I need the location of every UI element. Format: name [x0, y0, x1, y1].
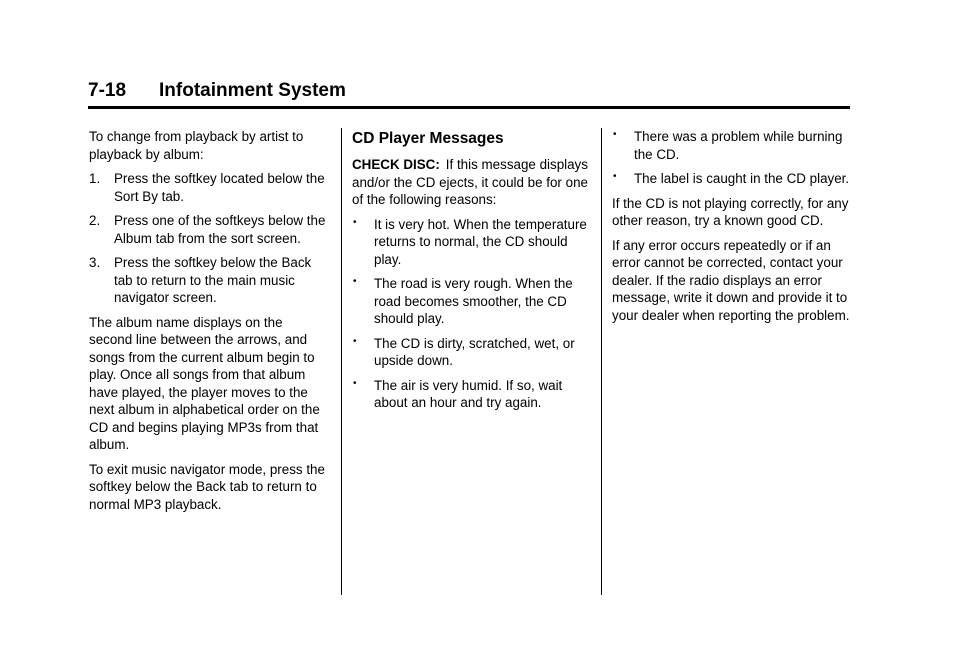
step-text: Press one of the softkeys below the Album tab from the sort screen. — [114, 213, 326, 246]
bullet-icon: • — [353, 216, 357, 228]
section-heading: CD Player Messages — [352, 130, 504, 147]
list-item — [352, 216, 592, 269]
step-item — [89, 212, 329, 247]
error-paragraph: If any error occurs repeatedly or if an error cannot be corrected, contact your dealer. If the radio displays an error message, write it down and provide it to your dealer when reporting the problem. — [612, 237, 850, 323]
column-left — [89, 128, 329, 520]
column-divider — [601, 128, 602, 595]
list-item-text: The air is very humid. If so, wait about an hour and try again. — [374, 377, 563, 410]
list-item — [352, 335, 592, 370]
bullet-icon: • — [613, 129, 617, 140]
check-disc-label: CHECK DISC: — [352, 157, 440, 172]
check-disc-text: If this message displays and/or the CD ejects, it could be for one of the following reasons: — [352, 157, 588, 207]
list-item-text: The road is very rough. When the road becomes smoother, the CD should play. — [374, 276, 573, 326]
bullet-icon: • — [353, 335, 357, 347]
exit-paragraph: To exit music navigator mode, press the softkey below the Back tab to return to normal MP3 playback. — [89, 461, 325, 512]
list-item-text: The label is caught in the CD player. — [634, 171, 850, 186]
step-text: Press the softkey located below the Sort By tab. — [114, 171, 325, 204]
bullet-icon: • — [613, 171, 617, 182]
album-paragraph: The album name displays on the second line between the arrows, and songs from the current album begin to play. Once all songs from that album have played, the player moves to the next album in alphabetical order on the CD and begins playing MP3s from that album. — [89, 314, 320, 452]
list-item-text: There was a problem while burning the CD. — [634, 129, 843, 162]
column-right — [612, 128, 852, 331]
step-item — [89, 254, 329, 307]
page-header — [88, 80, 850, 109]
column-divider — [341, 128, 342, 595]
page-number: 7-18 — [88, 80, 127, 101]
step-text: Press the softkey below the Back tab to return to the main music navigator screen. — [114, 255, 312, 305]
list-item — [352, 377, 592, 412]
bullet-icon: • — [353, 377, 357, 389]
list-item — [352, 275, 592, 328]
bullet-icon: • — [353, 276, 357, 287]
known-cd-paragraph: If the CD is not playing correctly, for any other reason, try a known good CD. — [612, 195, 849, 228]
step-number: 1. — [89, 171, 101, 186]
column-middle — [352, 128, 592, 419]
list-item — [612, 170, 852, 188]
section-title: Infotainment System — [159, 80, 346, 101]
step-number: 3. — [89, 255, 101, 270]
list-item-text: The CD is dirty, scratched, wet, or upside down. — [374, 335, 575, 368]
step-item — [89, 170, 329, 205]
intro-paragraph: To change from playback by artist to playback by album: — [89, 129, 304, 162]
list-item — [612, 128, 852, 163]
step-number: 2. — [89, 213, 101, 228]
list-item-text: It is very hot. When the temperature returns to normal, the CD should play. — [374, 216, 587, 267]
check-disc-paragraph — [352, 156, 592, 209]
